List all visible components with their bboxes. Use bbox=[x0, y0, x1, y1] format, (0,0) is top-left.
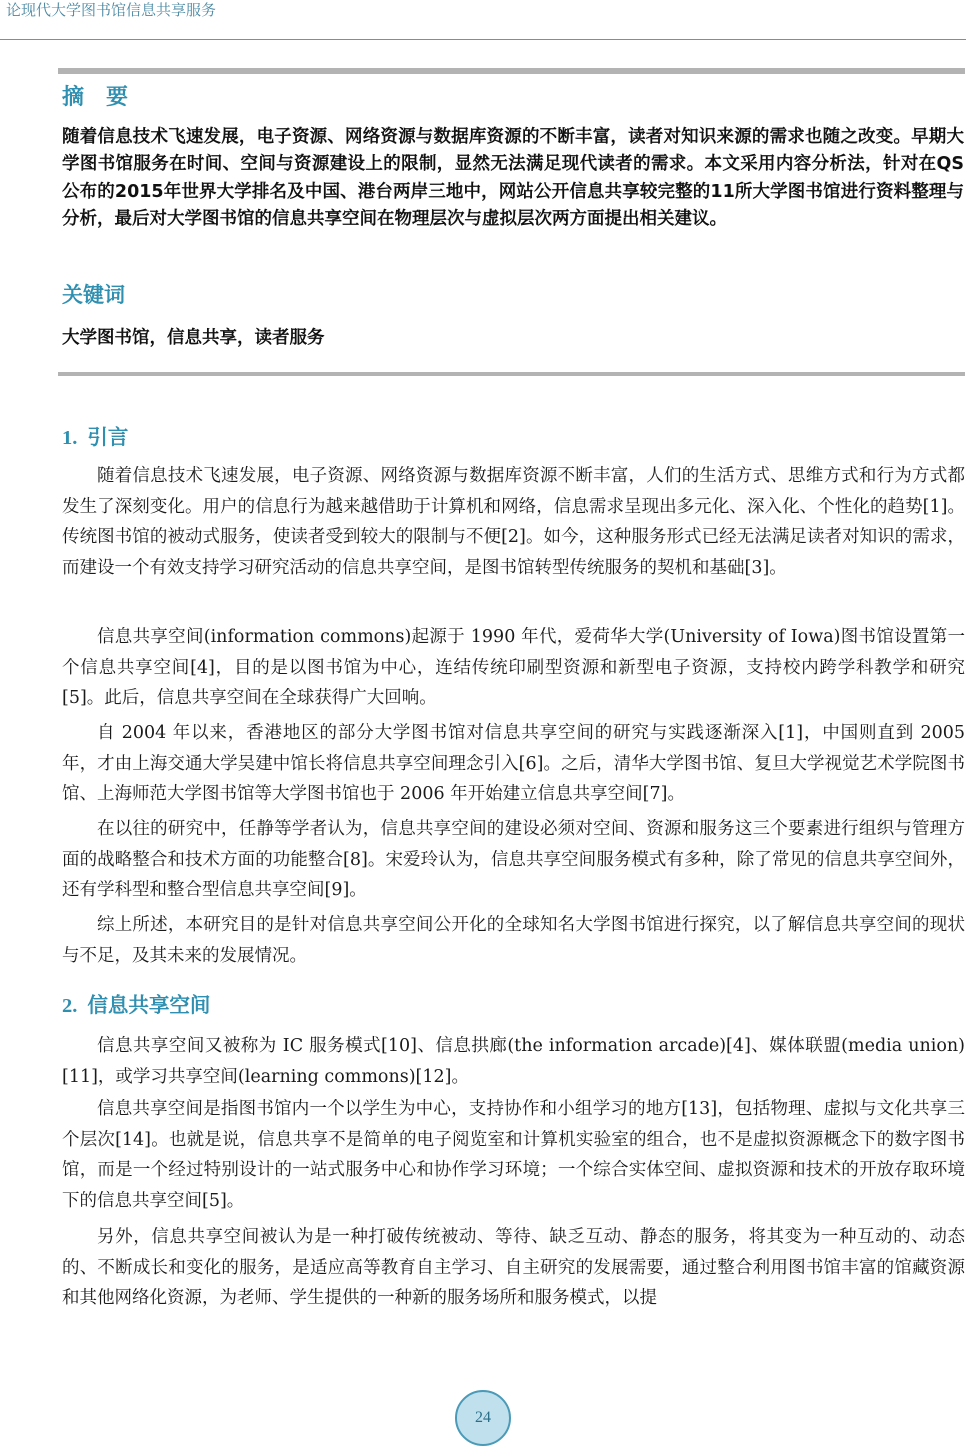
section-title: 引言 bbox=[87, 425, 129, 449]
section-heading-information-commons bbox=[62, 988, 210, 1018]
paragraph: 在以往的研究中，任静等学者认为，信息共享空间的建设必须对空间、资源和服务这三个要素进行组织与管理方面的战略整合和技术方面的功能整合[8]。宋爱玲认为，信息共享空间服务模式有多种，除了常见的信息共享空间外，还有学科型和整合型信息共享空间[9]。 bbox=[62, 819, 965, 901]
abstract-title: 摘 要 bbox=[62, 85, 129, 110]
paragraph: 信息共享空间又被称为 IC 服务模式[10]、信息拱廊(the information arcade)[4]、媒体联盟(media union)[11]，或学习共享空间(learning commons)[12]。 bbox=[62, 1036, 965, 1087]
paragraph: 信息共享空间(information commons)起源于 1990 年代，爱荷华大学(University of Iowa)图书馆设置第一个信息共享空间[4]，目的是以图书馆为中心，连结传统印刷型资源和新型电子资源，支持校内跨学科教学和研究[5]。此后，信息共享空间在全球获得广大回响。 bbox=[62, 627, 965, 709]
paragraph: 自 2004 年以来，香港地区的部分大学图书馆对信息共享空间的研究与实践逐渐深入[1]，中国则直到 2005 年，才由上海交通大学吴建中馆长将信息共享空间理念引入[6]。之后，清华大学图书馆、复旦大学视觉艺术学院图书馆、上海师范大学图书馆等大学图书馆也于 2006 年开始建立信息共享空间[7]。 bbox=[62, 723, 965, 805]
section-number: 1. bbox=[62, 427, 78, 449]
running-title: 论现代大学图书馆信息共享服务 bbox=[6, 1, 217, 19]
page-number: 24 bbox=[475, 1409, 491, 1426]
page-number-badge bbox=[455, 1390, 511, 1446]
paragraph: 综上所述，本研究目的是针对信息共享空间公开化的全球知名大学图书馆进行探究，以了解信息共享空间的现状与不足，及其未来的发展情况。 bbox=[62, 915, 965, 966]
abstract-body: 随着信息技术飞速发展，电子资源、网络资源与数据库资源的不断丰富，读者对知识来源的需求也随之改变。早期大学图书馆服务在时间、空间与资源建设上的限制，显然无法满足现代读者的需求。本文采用内容分析法，针对在QS公布的2015年世界大学排名及中国、港台两岸三地中，网站公开信息共享较完整的11所大学图书馆进行资料整理与分析，最后对大学图书馆的信息共享空间在物理层次与虚拟层次两方面提出相关建议。 bbox=[62, 127, 964, 230]
section-number: 2. bbox=[62, 995, 78, 1017]
paragraph: 另外，信息共享空间被认为是一种打破传统被动、等待、缺乏互动、静态的服务，将其变为一种互动的、动态的、不断成长和变化的服务，是适应高等教育自主学习、自主研究的发展需要，通过整合利用图书馆丰富的馆藏资源和其他网络化资源，为老师、学生提供的一种新的服务场所和服务模式，以提 bbox=[62, 1227, 965, 1309]
abstract-box bbox=[58, 68, 965, 376]
running-header bbox=[0, 0, 966, 40]
paragraph: 信息共享空间是指图书馆内一个以学生为中心，支持协作和小组学习的地方[13]，包括物理、虚拟与文化共享三个层次[14]。也就是说，信息共享不是简单的电子阅览室和计算机实验室的组合，也不是虚拟资源概念下的数字图书馆，而是一个经过特别设计的一站式服务中心和协作学习环境；一个综合实体空间、虚拟资源和技术的开放存取环境下的信息共享空间[5]。 bbox=[62, 1099, 965, 1211]
section-title: 信息共享空间 bbox=[87, 993, 211, 1017]
paragraph: 随着信息技术飞速发展，电子资源、网络资源与数据库资源不断丰富，人们的生活方式、思维方式和行为方式都发生了深刻变化。用户的信息行为越来越借助于计算机和网络，信息需求呈现出多元化、深入化、个性化的趋势[1]。传统图书馆的被动式服务，使读者受到较大的限制与不便[2]。如今，这种服务形式已经无法满足读者对知识的需求，而建设一个有效支持学习研究活动的信息共享空间，是图书馆转型传统服务的契机和基础[3]。 bbox=[62, 466, 965, 578]
keywords-body: 大学图书馆，信息共享，读者服务 bbox=[62, 328, 325, 348]
section-heading-introduction bbox=[62, 420, 128, 450]
keywords-title: 关键词 bbox=[62, 283, 125, 307]
